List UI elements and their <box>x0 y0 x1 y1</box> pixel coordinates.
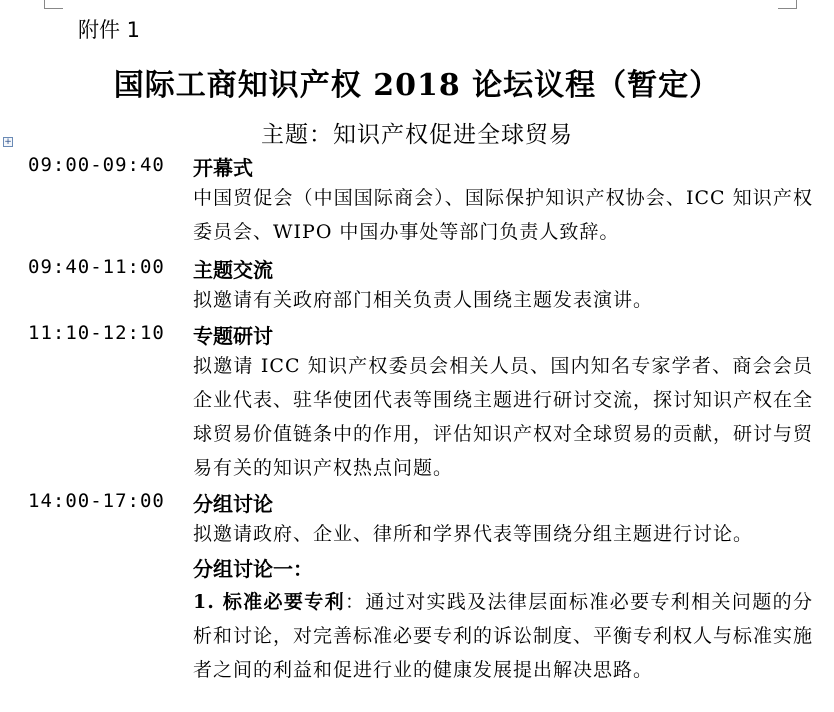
session-time: 11:10-12:10 <box>28 322 165 344</box>
session-description: 拟邀请政府、企业、律所和学界代表等围绕分组主题进行讨论。 <box>193 523 754 545</box>
margin-corner-mark <box>778 0 797 9</box>
group-discussion-heading: 分组讨论一： <box>193 557 313 581</box>
session-heading: 分组讨论 <box>193 492 273 516</box>
attachment-label: 附件 1 <box>78 18 141 42</box>
session-description: 拟邀请有关政府部门相关负责人围绕主题发表演讲。 <box>193 289 654 311</box>
item-text: ：通过对实践及法律层面标准必要专利相关问题的分析和讨论，对完善标准必要专利的诉讼制度、平衡专利权人与标准实施者之间的利益和促进行业的健康发展提出解决思路。 <box>193 591 814 681</box>
session-time: 14:00-17:00 <box>28 490 165 512</box>
table-move-handle-icon[interactable]: + <box>4 137 12 147</box>
session-description: 中国贸促会（中国国际商会）、国际保护知识产权协会、ICC 知识产权委员会、WIPO 中国办事处等部门负责人致辞。 <box>193 187 813 243</box>
page-subtitle: 主题：知识产权促进全球贸易 <box>261 122 573 148</box>
item-lead: 1. 标准必要专利 <box>193 591 345 613</box>
margin-corner-mark <box>44 0 63 9</box>
session-description: 拟邀请 ICC 知识产权委员会相关人员、国内知名专家学者、商会会员企业代表、驻华使团代表等围绕主题进行研讨交流，探讨知识产权在全球贸易价值链条中的作用，评估知识产权对全球贸易的贡献，研讨与贸易有关的知识产权热点问题。 <box>193 355 814 479</box>
group-discussion-item <box>193 585 813 687</box>
session-heading: 专题研讨 <box>193 324 273 348</box>
session-heading: 开幕式 <box>193 156 253 180</box>
session-heading: 主题交流 <box>193 258 273 282</box>
page-title: 国际工商知识产权 2018 论坛议程（暂定） <box>113 68 721 103</box>
session-time: 09:40-11:00 <box>28 256 165 278</box>
session-time: 09:00-09:40 <box>28 154 165 176</box>
